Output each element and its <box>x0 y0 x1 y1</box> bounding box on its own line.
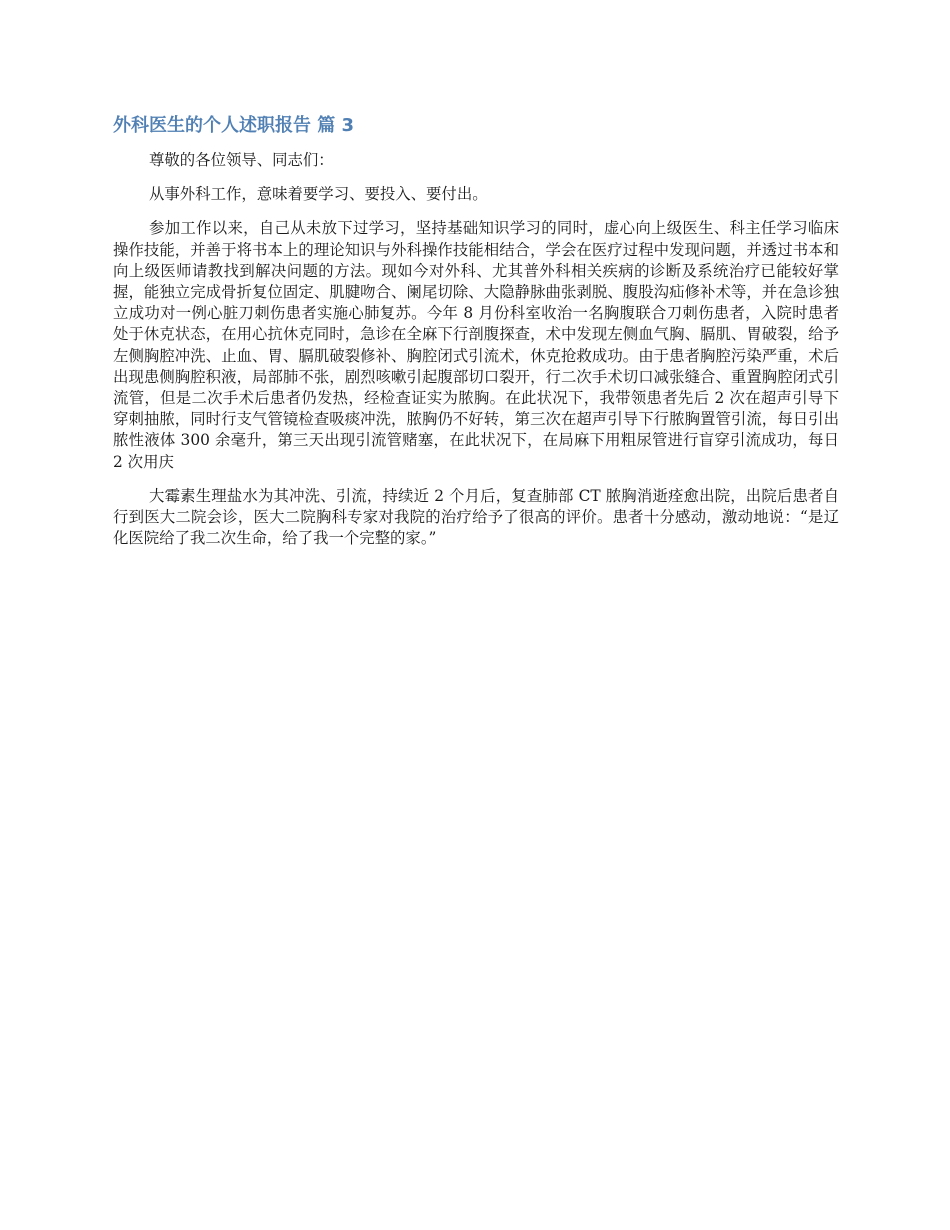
body-paragraph: 参加工作以来，自己从未放下过学习，坚持基础知识学习的同时，虚心向上级医生、科主任学习临床操作技能，并善于将书本上的理论知识与外科操作技能相结合，学会在医疗过程中发现问题，并透过书本和向上级医师请教找到解决问题的方法。现如今对外科、尤其普外科相关疾病的诊断及系统治疗已能较好掌握，能独立完成骨折复位固定、肌腱吻合、阑尾切除、大隐静脉曲张剥脱、腹股沟疝修补术等，并在急诊独立成功对一例心脏刀刺伤患者实施心肺复苏。今年 8 月份科室收治一名胸腹联合刀刺伤患者，入院时患者处于休克状态，在用心抗休克同时，急诊在全麻下行剖腹探查，术中发现左侧血气胸、膈肌、胃破裂，给予左侧胸腔冲洗、止血、胃、膈肌破裂修补、胸腔闭式引流术，休克抢救成功。由于患者胸腔污染严重，术后出现患侧胸腔积液，局部肺不张，剧烈咳嗽引起腹部切口裂开，行二次手术切口减张缝合、重置胸腔闭式引流管，但是二次手术后患者仍发热，经检查证实为脓胸。在此状况下，我带领患者先后 2 次在超声引导下穿刺抽脓，同时行支气管镜检查吸痰冲洗，脓胸仍不好转，第三次在超声引导下行脓胸置管引流，每日引出脓性液体 300 余毫升，第三天出现引流管赌塞，在此状况下，在局麻下用粗尿管进行盲穿引流成功，每日 2 次用庆 <box>113 219 839 471</box>
closing-paragraph: 大霉素生理盐水为其冲洗、引流，持续近 2 个月后，复查肺部 CT 脓胸消逝痊愈出院，出院后患者自行到医大二院会诊，医大二院胸科专家对我院的治疗给予了很高的评价。患者十分感动，激动地说：“是辽化医院给了我二次生命，给了我一个完整的家。” <box>113 486 839 548</box>
document-title: 外科医生的个人述职报告 篇 3 <box>113 115 355 136</box>
salutation-paragraph: 尊敬的各位领导、同志们： <box>149 151 334 169</box>
intro-paragraph: 从事外科工作，意味着要学习、要投入、要付出。 <box>149 185 488 204</box>
document-body <box>113 112 839 562</box>
